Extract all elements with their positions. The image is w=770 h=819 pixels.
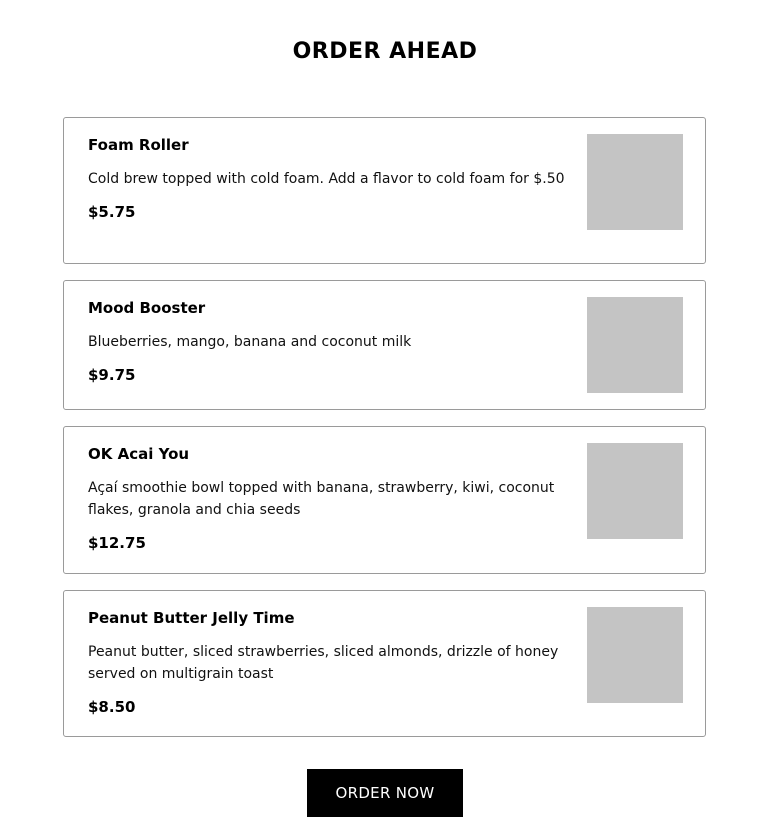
menu-item-name: Mood Booster xyxy=(88,299,206,317)
menu-item-image-placeholder xyxy=(587,134,683,230)
menu-item-text xyxy=(88,608,574,717)
menu-item-text xyxy=(88,444,574,553)
menu-item-card-ok-acai-you[interactable] xyxy=(63,426,706,574)
page-title: ORDER AHEAD xyxy=(292,39,478,64)
menu-item-name: Foam Roller xyxy=(88,136,189,154)
menu-item-description: Cold brew topped with cold foam. Add a flavor to cold foam for $.50 xyxy=(88,171,565,187)
menu-item-image-placeholder xyxy=(587,443,683,539)
menu-item-price: $9.75 xyxy=(88,366,136,384)
menu-item-image-placeholder xyxy=(587,607,683,703)
menu-item-name: OK Acai You xyxy=(88,445,190,463)
menu-item-description: Açaí smoothie bowl topped with banana, strawberry, kiwi, coconut flakes, granola and chia seeds xyxy=(88,480,555,518)
menu-item-price: $5.75 xyxy=(88,203,136,221)
menu-item-description: Blueberries, mango, banana and coconut milk xyxy=(88,334,412,350)
menu-item-image-placeholder xyxy=(587,297,683,393)
menu-item-card-mood-booster[interactable] xyxy=(63,280,706,410)
menu-item-text xyxy=(88,298,574,385)
menu-item-card-peanut-butter-jelly-time[interactable] xyxy=(63,590,706,737)
menu-item-name: Peanut Butter Jelly Time xyxy=(88,609,295,627)
menu-item-description: Peanut butter, sliced strawberries, sliced almonds, drizzle of honey served on multigrain toast xyxy=(88,644,559,682)
menu-item-card-foam-roller[interactable] xyxy=(63,117,706,264)
order-now-button[interactable]: ORDER NOW xyxy=(307,769,463,817)
menu-item-price: $8.50 xyxy=(88,698,136,716)
menu-item-price: $12.75 xyxy=(88,534,146,552)
menu-item-text xyxy=(88,135,574,222)
